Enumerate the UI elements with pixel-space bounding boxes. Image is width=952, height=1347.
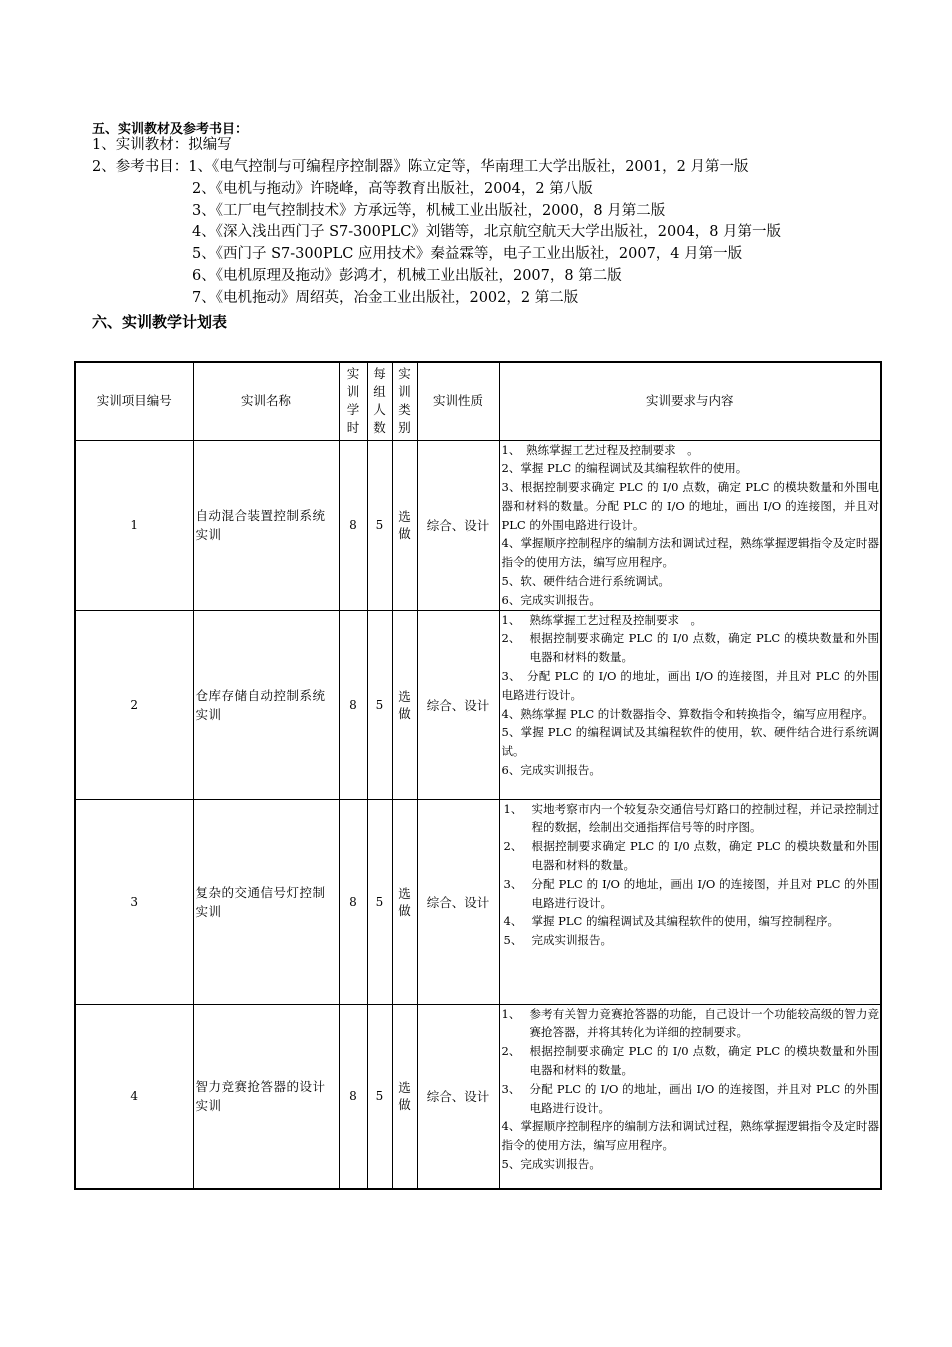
requirement-item: 2、 根据控制要求确定 PLC 的 I/0 点数，确定 PLC 的模块数量和外围电器和材料的数量。 [501,631,879,665]
table-row [75,1004,881,1189]
row-type: 选做 [392,799,417,1004]
header-name: 实训名称 [193,362,339,440]
row-id: 1 [75,440,193,610]
requirement-item: 1、 参考有关智力竞赛抢答器的功能，自己设计一个功能较高级的智力竞赛抢答器，并将其转化为详细的控制要求。 [501,1006,879,1040]
row-id: 4 [75,1004,193,1189]
requirement-item: 1、 熟练掌握工艺过程及控制要求 。 [501,442,699,457]
row-hours: 8 [339,799,367,1004]
reference-item: 1、《电气控制与可编程序控制器》陈立定等，华南理工大学出版社，2001，2 月第一版 [188,159,749,175]
requirement-item: 4、掌握顺序控制程序的编制方法和调试过程，熟练掌握逻辑指令及定时器指令的使用方法，编写应用程序。 [501,1119,879,1153]
requirement-item: 3、 分配 PLC 的 I/O 的地址，画出 I/O 的连接图，并且对 PLC 的外围电路进行设计。 [501,669,879,702]
requirement-item: 1、 熟练掌握工艺过程及控制要求 。 [501,612,702,627]
requirement-item: 6、完成实训报告。 [501,763,601,778]
requirement-item: 2、 根据控制要求确定 PLC 的 I/0 点数，确定 PLC 的模块数量和外围电器和材料的数量。 [501,1044,879,1078]
header-content: 实训要求与内容 [499,362,881,440]
row-name: 自动混合装置控制系统实训 [193,440,339,610]
table-row [75,799,881,1004]
row-group-size: 5 [367,610,392,799]
section5-heading: 五、实训教材及参考书目： [92,122,249,137]
table-row [75,440,881,610]
requirement-item: 4、 掌握 PLC 的编程调试及其编程软件的使用，编写控制程序。 [503,914,839,929]
reference-item: 6、《电机原理及拖动》彭鸿才，机械工业出版社，2007，8 第二版 [192,268,622,284]
reference-item: 3、《工厂电气控制技术》方承远等，机械工业出版社，2000，8 月第二版 [192,203,666,219]
row-hours: 8 [339,440,367,610]
row-nature: 综合、设计 [417,799,499,1004]
training-plan-table [74,361,882,1190]
row-group-size: 5 [367,799,392,1004]
header-type: 实 训 类 别 [392,362,417,440]
row-id: 3 [75,799,193,1004]
requirement-item: 2、 根据控制要求确定 PLC 的 I/0 点数，确定 PLC 的模块数量和外围电器和材料的数量。 [503,839,879,873]
requirement-item: 5、掌握 PLC 的编程调试及其编程软件的使用，软、硬件结合进行系统调试。 [501,725,879,759]
requirement-item: 3、 分配 PLC 的 I/O 的地址，画出 I/O 的连接图，并且对 PLC 的外围电路进行设计。 [501,1081,879,1115]
table-row [75,610,881,799]
requirement-item: 3、 分配 PLC 的 I/O 的地址，画出 I/O 的连接图，并且对 PLC 的外围电路进行设计。 [503,876,879,910]
row-type: 选做 [392,610,417,799]
row-hours: 8 [339,610,367,799]
row-name: 智力竞赛抢答器的设计实训 [193,1004,339,1189]
row-requirements [499,799,881,1004]
table-header-row [75,362,881,440]
requirement-item: 4、熟练掌握 PLC 的计数器指令、算数指令和转换指令，编写应用程序。 [501,706,874,721]
row-type: 选做 [392,440,417,610]
reference-item: 2、《电机与拖动》许晓峰，高等教育出版社，2004，2 第八版 [192,181,593,197]
requirement-item: 5、完成实训报告。 [501,1157,601,1172]
requirement-item: 4、掌握顺序控制程序的编制方法和调试过程，熟练掌握逻辑指令及定时器指令的使用方法，编写应用程序。 [501,536,879,570]
textbook-line: 1、实训教材：拟编写 [92,137,232,153]
header-hours: 实 训 学 时 [339,362,367,440]
requirement-item: 1、 实地考察市内一个较复杂交通信号灯路口的控制过程，并记录控制过程的数据，绘制出交通指挥信号等的时序图。 [503,801,879,835]
row-nature: 综合、设计 [417,610,499,799]
requirement-item: 2、掌握 PLC 的编程调试及其编程软件的使用。 [501,461,748,476]
requirement-item: 5、软、硬件结合进行系统调试。 [501,574,670,589]
row-nature: 综合、设计 [417,1004,499,1189]
row-nature: 综合、设计 [417,440,499,610]
header-nature: 实训性质 [417,362,499,440]
row-hours: 8 [339,1004,367,1189]
requirement-item: 3、根据控制要求确定 PLC 的 I/0 点数，确定 PLC 的模块数量和外围电器和材料的数量。分配 PLC 的 I/O 的地址，画出 I/O 的连接图，并且对 PLC 的外围电路进行设计。 [501,480,879,532]
row-type: 选做 [392,1004,417,1189]
reference-item: 5、《西门子 S7-300PLC 应用技术》秦益霖等，电子工业出版社，2007，4 月第一版 [192,246,743,262]
header-group-size: 每 组 人 数 [367,362,392,440]
references-line-1 [92,157,748,177]
requirement-item: 6、完成实训报告。 [501,592,601,607]
references-label: 2、参考书目： [92,159,189,175]
row-requirements [499,440,881,610]
row-group-size: 5 [367,1004,392,1189]
header-id: 实训项目编号 [75,362,193,440]
row-requirements [499,610,881,799]
row-name: 复杂的交通信号灯控制实训 [193,799,339,1004]
requirement-item: 5、 完成实训报告。 [503,933,612,948]
row-name: 仓库存储自动控制系统实训 [193,610,339,799]
reference-item: 4、《深入浅出西门子 S7-300PLC》刘锴等，北京航空航天大学出版社，2004，8 月第一版 [192,224,782,240]
section6-heading: 六、实训教学计划表 [92,313,228,331]
row-group-size: 5 [367,440,392,610]
row-requirements [499,1004,881,1189]
row-id: 2 [75,610,193,799]
reference-item: 7、《电机拖动》周绍英，冶金工业出版社，2002，2 第二版 [192,290,579,306]
